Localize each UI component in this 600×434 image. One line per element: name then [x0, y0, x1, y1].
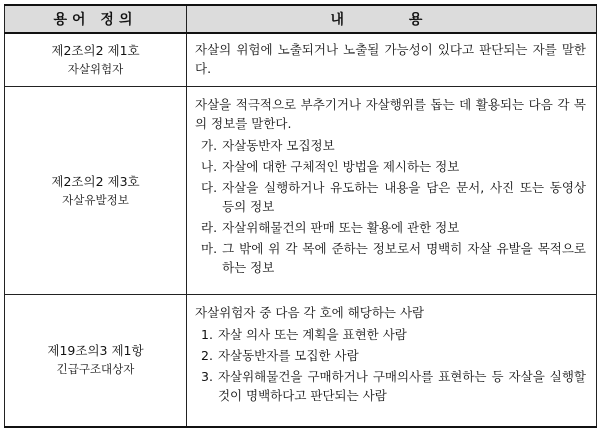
definitions-table — [4, 4, 597, 428]
item-text: 자살동반자를 모집한 사람 — [217, 348, 359, 363]
definition-text: 자살을 적극적으로 부추기거나 자살행위를 돕는 데 활용되는 다음 각 목의 정보를 말한다. — [195, 97, 586, 131]
list-item — [195, 346, 586, 365]
item-marker: 다. — [201, 180, 218, 195]
item-text: 자살을 실행하거나 유도하는 내용을 담은 문서, 사진 또는 동영상 등의 정보 — [222, 180, 586, 214]
table-row — [5, 295, 597, 427]
term-name: 자살위험자 — [67, 62, 124, 76]
item-text: 그 밖에 위 각 목에 준하는 정보로서 명백히 자살 유발을 목적으로 하는 정보 — [222, 241, 586, 275]
term-cell — [5, 33, 187, 87]
definition-text: 자살위험자 중 다음 각 호에 해당하는 사람 — [195, 305, 425, 320]
list-item — [195, 157, 586, 176]
list-item — [195, 325, 586, 344]
item-text: 자살동반자 모집정보 — [222, 138, 335, 153]
header-content: 내 용 — [187, 5, 597, 33]
item-marker: 1. — [201, 327, 213, 342]
list-item — [195, 136, 586, 155]
term-cell — [5, 87, 187, 295]
item-marker: 마. — [201, 241, 218, 256]
table-row — [5, 87, 597, 295]
list-item — [195, 178, 586, 216]
sub-item-list — [195, 136, 586, 277]
term-name: 자살유발정보 — [62, 192, 129, 207]
content-cell — [187, 87, 597, 295]
content-cell — [187, 295, 597, 427]
list-item — [195, 218, 586, 237]
header-term: 용어 정의 — [5, 5, 187, 33]
article-ref: 제2조의2 제1호 — [51, 43, 140, 58]
sub-item-list — [195, 325, 586, 405]
list-item — [195, 239, 586, 277]
item-marker: 라. — [201, 220, 218, 235]
item-marker: 나. — [201, 159, 218, 174]
item-text: 자살 의사 또는 계획을 표현한 사람 — [217, 327, 407, 342]
item-text: 자살에 대한 구체적인 방법을 제시하는 정보 — [222, 159, 460, 174]
table-header-row — [5, 5, 597, 33]
item-marker: 2. — [201, 348, 213, 363]
term-name: 긴급구조대상자 — [56, 362, 135, 377]
item-text: 자살위해물건을 구매하거나 구매의사를 표현하는 등 자살을 실행할 것이 명백하다고 판단되는 사람 — [217, 369, 586, 403]
term-cell — [5, 295, 187, 427]
content-cell — [187, 33, 597, 87]
article-ref: 제19조의3 제1항 — [47, 343, 144, 359]
item-text: 자살위해물건의 판매 또는 활용에 관한 정보 — [222, 220, 460, 235]
table-row — [5, 33, 597, 87]
list-item — [195, 367, 586, 405]
item-marker: 3. — [201, 369, 213, 384]
definition-text: 자살의 위험에 노출되거나 노출될 가능성이 있다고 판단되는 자를 말한다. — [195, 42, 586, 76]
item-marker: 가. — [201, 138, 218, 153]
article-ref: 제2조의2 제3호 — [51, 173, 140, 189]
